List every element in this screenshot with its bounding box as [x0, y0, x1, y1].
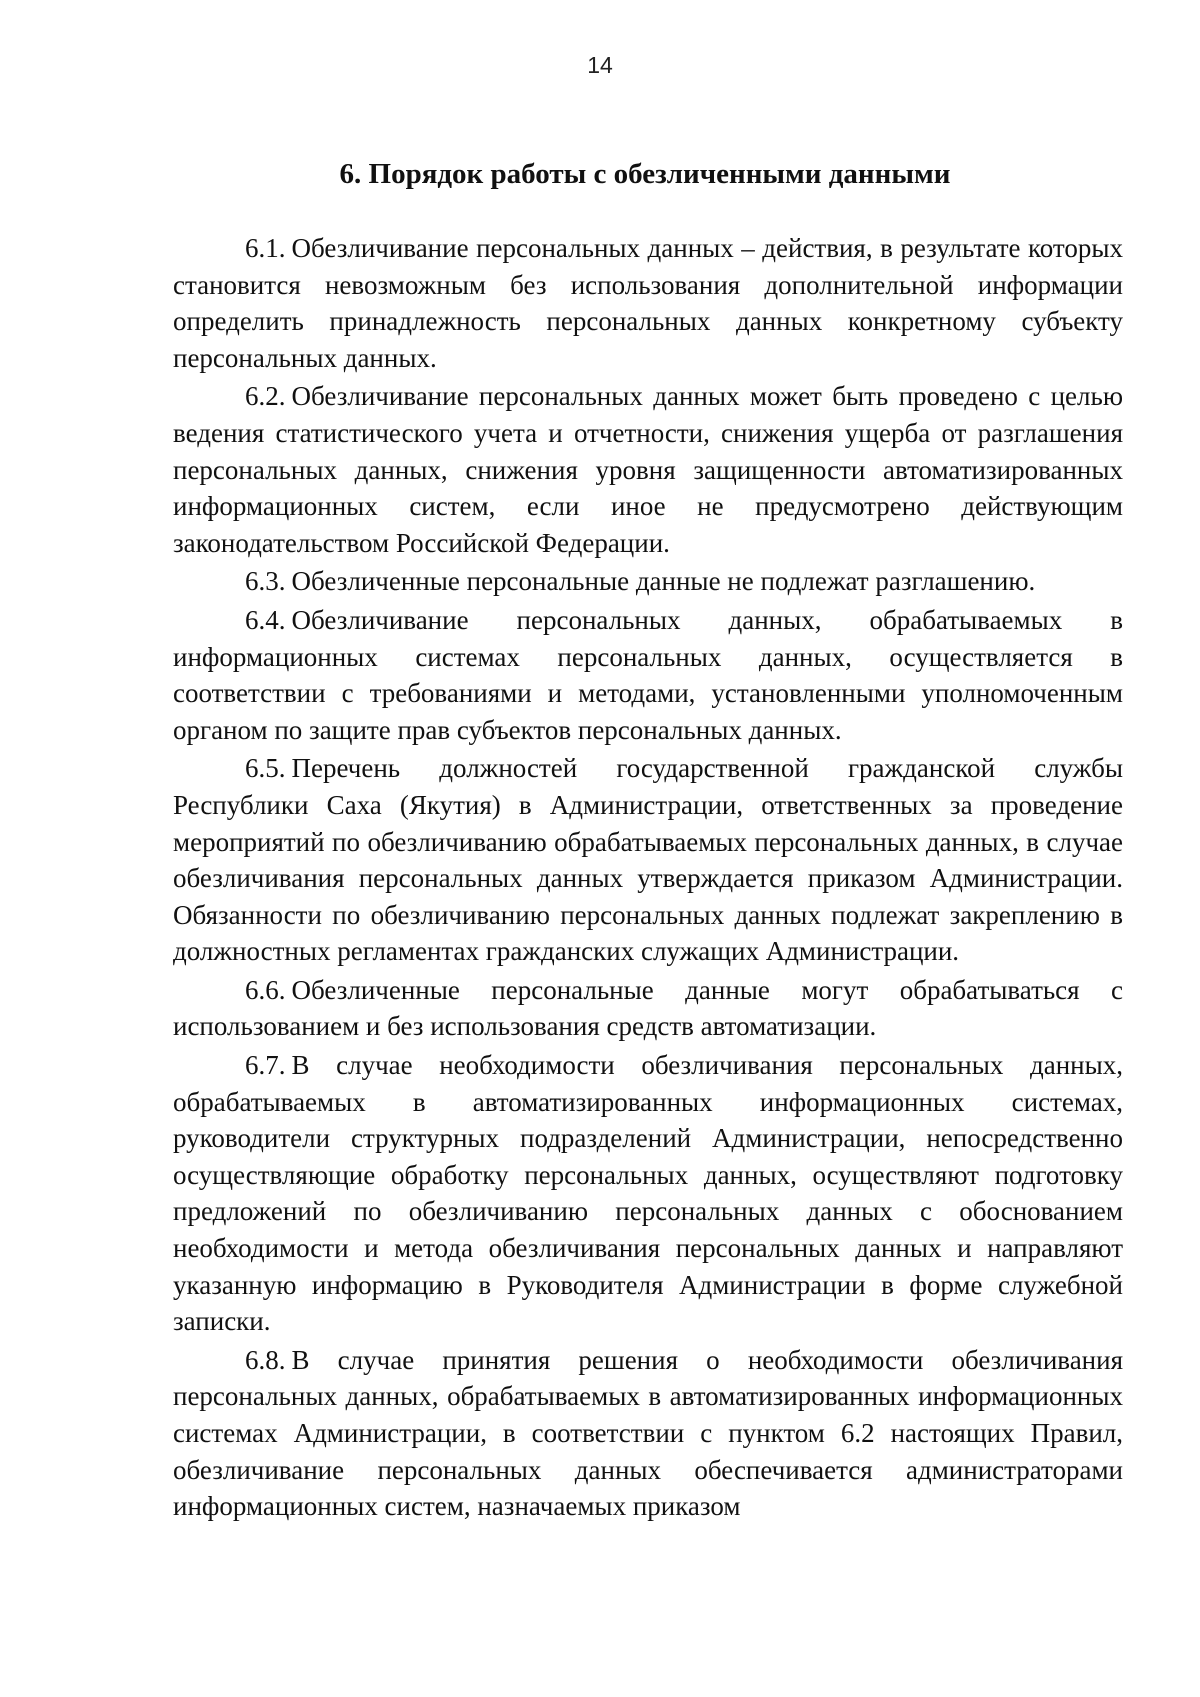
paragraph-6-4: [173, 602, 1123, 748]
paragraph-number: 6.1.: [245, 233, 286, 263]
paragraph-6-1: [173, 230, 1123, 376]
paragraph-text: Обезличенные персональные данные могут обрабатываться с использованием и без использования средств автоматизации.: [173, 974, 1123, 1042]
paragraph-text: Обезличивание персональных данных – действия, в результате которых становится невозможным без использования дополнительной информации определить принадлежность персональных данных конкретному субъекту персональных данных.: [173, 233, 1123, 373]
paragraph-text: В случае необходимости обезличивания персональных данных, обрабатываемых в автоматизированных информационных системах, руководители структурных подразделений Администрации, непосредственно осуществляющие обработку персональных данных, осуществляют подготовку предложений по обезличиванию персональных данных с обоснованием необходимости и метода обезличивания персональных данных и направляют указанную информацию в Руководителя Администрации в форме служебной записки.: [173, 1050, 1123, 1337]
paragraph-6-3: [173, 563, 1123, 600]
paragraph-6-8: [173, 1342, 1123, 1525]
paragraph-number: 6.5.: [245, 753, 286, 784]
paragraph-text: В случае принятия решения о необходимости обезличивания персональных данных, обрабатываемых в автоматизированных информационных системах Администрации, в соответствии с пунктом 6.2 настоящих Правил, обезличивание персональных данных обеспечивается администраторами информационных систем, назначаемых приказом: [173, 1344, 1123, 1522]
paragraph-number: 6.6.: [245, 974, 286, 1005]
paragraph-number: 6.2.: [245, 381, 286, 412]
document-body: [173, 230, 1123, 1527]
paragraph-number: 6.8.: [245, 1344, 286, 1375]
paragraph-text: Обезличенные персональные данные не подлежат разглашению.: [291, 566, 1036, 597]
page-number: 14: [587, 52, 613, 78]
paragraph-text: Перечень должностей государственной гражданской службы Республики Саха (Якутия) в Администрации, ответственных за проведение мероприятий по обезличиванию обрабатываемых персональных данных, в случае обезличивания персональных данных утверждается приказом Администрации. Обязанности по обезличиванию персональных данных подлежат закреплению в должностных регламентах гражданских служащих Администрации.: [173, 753, 1123, 967]
paragraph-6-2: [173, 378, 1123, 561]
paragraph-text: Обезличивание персональных данных, обрабатываемых в информационных системах персональных данных, осуществляется в соответствии с требованиями и методами, установленными уполномоченным органом по защите прав субъектов персональных данных.: [173, 604, 1123, 745]
paragraph-6-7: [173, 1047, 1123, 1340]
paragraph-number: 6.7.: [245, 1050, 286, 1081]
paragraph-text: Обезличивание персональных данных может быть проведено с целью ведения статистического учета и отчетности, снижения ущерба от разглашения персональных данных, снижения уровня защищенности автоматизированных информационных систем, если иное не предусмотрено действующим законодательством Российской Федерации.: [173, 381, 1123, 558]
section-title: 6. Порядок работы с обезличенными данными: [339, 158, 951, 190]
paragraph-6-5: [173, 750, 1123, 970]
paragraph-number: 6.3.: [245, 566, 286, 597]
paragraph-6-6: [173, 972, 1123, 1045]
paragraph-number: 6.4.: [245, 604, 286, 635]
